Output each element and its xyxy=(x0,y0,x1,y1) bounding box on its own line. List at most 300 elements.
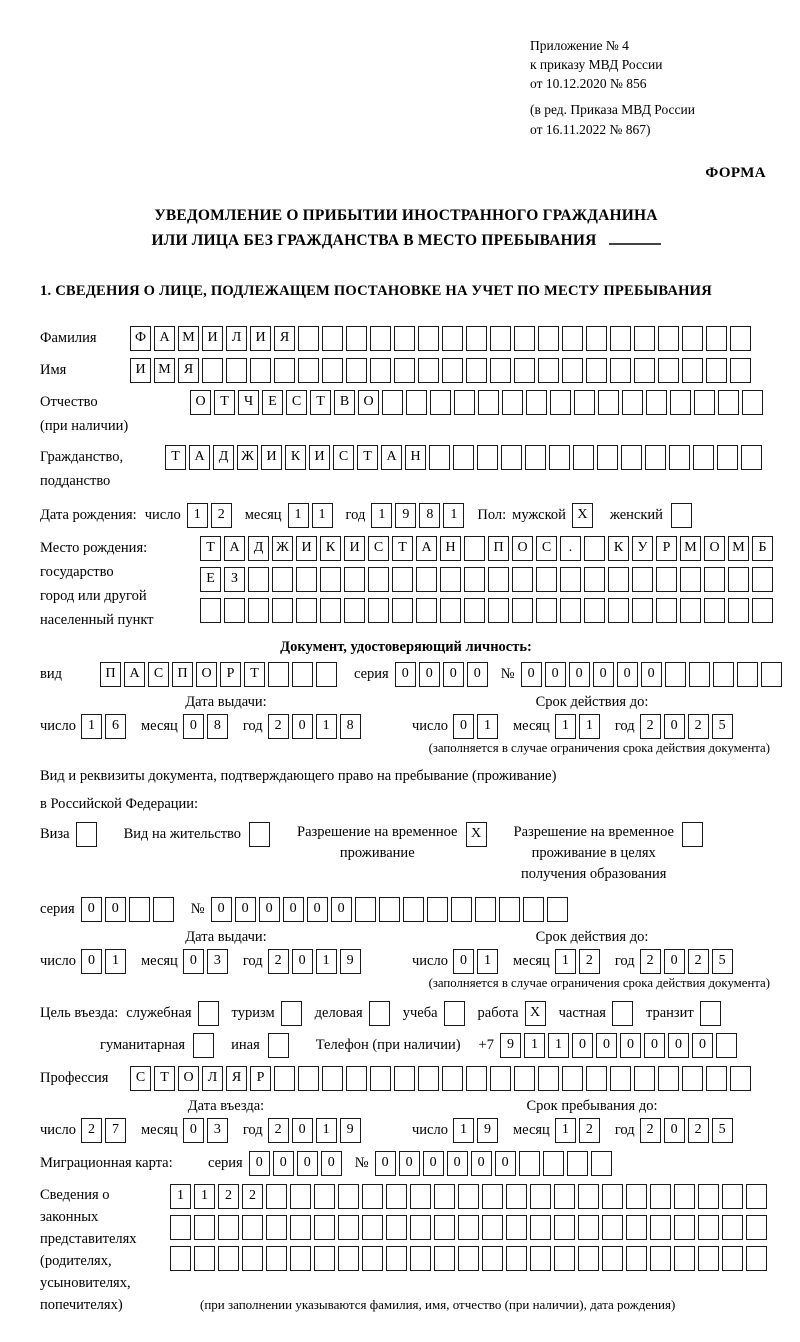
char-cell[interactable] xyxy=(706,1066,727,1091)
identity-valid-day[interactable] xyxy=(453,714,501,739)
char-cell[interactable]: 0 xyxy=(183,949,204,974)
char-cell[interactable]: 2 xyxy=(579,1118,600,1143)
char-cell[interactable] xyxy=(266,1184,287,1209)
char-cell[interactable]: С xyxy=(148,662,169,687)
char-cell[interactable] xyxy=(434,1215,455,1240)
stay-year[interactable] xyxy=(640,1118,736,1143)
char-cell[interactable]: П xyxy=(100,662,121,687)
char-cell[interactable] xyxy=(193,1033,214,1058)
char-cell[interactable]: М xyxy=(728,536,749,561)
char-cell[interactable] xyxy=(296,567,317,592)
char-cell[interactable] xyxy=(761,662,782,687)
char-cell[interactable]: П xyxy=(488,536,509,561)
char-cell[interactable]: Я xyxy=(226,1066,247,1091)
char-cell[interactable] xyxy=(665,662,686,687)
char-cell[interactable] xyxy=(153,897,174,922)
char-cell[interactable] xyxy=(198,1001,219,1026)
char-cell[interactable] xyxy=(730,326,751,351)
char-cell[interactable] xyxy=(722,1246,743,1271)
char-cell[interactable] xyxy=(440,598,461,623)
char-cell[interactable] xyxy=(632,598,653,623)
char-cell[interactable] xyxy=(562,358,583,383)
char-cell[interactable] xyxy=(584,598,605,623)
char-cell[interactable] xyxy=(248,567,269,592)
char-cell[interactable]: 2 xyxy=(688,1118,709,1143)
char-cell[interactable] xyxy=(514,1066,535,1091)
char-cell[interactable] xyxy=(490,1066,511,1091)
char-cell[interactable] xyxy=(586,358,607,383)
char-cell[interactable]: 0 xyxy=(211,897,232,922)
char-cell[interactable]: Ф xyxy=(130,326,151,351)
identity-valid-year[interactable] xyxy=(640,714,736,739)
char-cell[interactable] xyxy=(320,598,341,623)
char-cell[interactable] xyxy=(430,390,451,415)
char-cell[interactable] xyxy=(610,326,631,351)
char-cell[interactable] xyxy=(722,1215,743,1240)
char-cell[interactable]: 0 xyxy=(292,949,313,974)
char-cell[interactable]: С xyxy=(333,445,354,470)
char-cell[interactable] xyxy=(296,598,317,623)
char-cell[interactable]: Е xyxy=(200,567,221,592)
char-cell[interactable] xyxy=(129,897,150,922)
representatives-row2[interactable] xyxy=(170,1215,770,1240)
char-cell[interactable] xyxy=(674,1215,695,1240)
char-cell[interactable] xyxy=(562,326,583,351)
char-cell[interactable]: 1 xyxy=(312,503,333,528)
char-cell[interactable]: А xyxy=(124,662,145,687)
char-cell[interactable]: 1 xyxy=(579,714,600,739)
sluzhebnaya-checkbox[interactable] xyxy=(198,1001,222,1026)
char-cell[interactable]: . xyxy=(560,536,581,561)
char-cell[interactable]: 2 xyxy=(242,1184,263,1209)
char-cell[interactable] xyxy=(200,598,221,623)
residence-valid-day[interactable] xyxy=(453,949,501,974)
stay-day[interactable] xyxy=(453,1118,501,1143)
char-cell[interactable] xyxy=(549,445,570,470)
char-cell[interactable] xyxy=(523,897,544,922)
char-cell[interactable]: А xyxy=(381,445,402,470)
stay-month[interactable] xyxy=(555,1118,603,1143)
char-cell[interactable] xyxy=(622,390,643,415)
char-cell[interactable] xyxy=(386,1246,407,1271)
char-cell[interactable] xyxy=(598,390,619,415)
char-cell[interactable] xyxy=(466,358,487,383)
char-cell[interactable]: Т xyxy=(357,445,378,470)
char-cell[interactable]: М xyxy=(680,536,701,561)
char-cell[interactable]: 2 xyxy=(640,714,661,739)
char-cell[interactable]: 0 xyxy=(81,949,102,974)
char-cell[interactable] xyxy=(410,1215,431,1240)
char-cell[interactable]: О xyxy=(704,536,725,561)
char-cell[interactable] xyxy=(392,567,413,592)
char-cell[interactable] xyxy=(597,445,618,470)
char-cell[interactable] xyxy=(266,1215,287,1240)
representatives-row1[interactable] xyxy=(170,1184,770,1209)
char-cell[interactable]: И xyxy=(250,326,271,351)
char-cell[interactable]: О xyxy=(196,662,217,687)
char-cell[interactable] xyxy=(656,598,677,623)
char-cell[interactable]: 1 xyxy=(187,503,208,528)
char-cell[interactable] xyxy=(418,326,439,351)
char-cell[interactable]: 0 xyxy=(572,1033,593,1058)
char-cell[interactable] xyxy=(682,358,703,383)
char-cell[interactable]: 2 xyxy=(268,949,289,974)
char-cell[interactable]: О xyxy=(190,390,211,415)
char-cell[interactable] xyxy=(698,1246,719,1271)
char-cell[interactable]: 0 xyxy=(235,897,256,922)
char-cell[interactable] xyxy=(298,358,319,383)
char-cell[interactable]: 0 xyxy=(617,662,638,687)
char-cell[interactable] xyxy=(682,822,703,847)
char-cell[interactable] xyxy=(281,1001,302,1026)
char-cell[interactable] xyxy=(250,358,271,383)
char-cell[interactable]: Я xyxy=(274,326,295,351)
char-cell[interactable]: 3 xyxy=(207,1118,228,1143)
char-cell[interactable] xyxy=(752,598,773,623)
char-cell[interactable] xyxy=(218,1246,239,1271)
char-cell[interactable]: А xyxy=(416,536,437,561)
char-cell[interactable]: У xyxy=(632,536,653,561)
char-cell[interactable] xyxy=(442,326,463,351)
char-cell[interactable]: К xyxy=(320,536,341,561)
char-cell[interactable]: 0 xyxy=(664,949,685,974)
char-cell[interactable]: 2 xyxy=(211,503,232,528)
char-cell[interactable] xyxy=(706,358,727,383)
char-cell[interactable]: 0 xyxy=(419,662,440,687)
char-cell[interactable] xyxy=(416,598,437,623)
char-cell[interactable]: К xyxy=(608,536,629,561)
char-cell[interactable] xyxy=(442,358,463,383)
char-cell[interactable] xyxy=(444,1001,465,1026)
char-cell[interactable] xyxy=(488,598,509,623)
char-cell[interactable] xyxy=(298,1066,319,1091)
char-cell[interactable] xyxy=(344,567,365,592)
char-cell[interactable] xyxy=(292,662,313,687)
char-cell[interactable]: Я xyxy=(178,358,199,383)
char-cell[interactable] xyxy=(634,1066,655,1091)
char-cell[interactable] xyxy=(658,326,679,351)
char-cell[interactable] xyxy=(543,1151,564,1176)
char-cell[interactable] xyxy=(298,326,319,351)
temp-residence-checkbox[interactable] xyxy=(466,822,490,847)
birth-place-row2[interactable] xyxy=(200,567,776,592)
char-cell[interactable]: И xyxy=(309,445,330,470)
char-cell[interactable]: 2 xyxy=(218,1184,239,1209)
char-cell[interactable] xyxy=(506,1246,527,1271)
char-cell[interactable]: 0 xyxy=(423,1151,444,1176)
char-cell[interactable] xyxy=(76,822,97,847)
char-cell[interactable] xyxy=(658,1066,679,1091)
char-cell[interactable]: 0 xyxy=(664,1118,685,1143)
char-cell[interactable]: 2 xyxy=(268,714,289,739)
char-cell[interactable]: 0 xyxy=(569,662,590,687)
char-cell[interactable]: 1 xyxy=(105,949,126,974)
char-cell[interactable]: Ж xyxy=(272,536,293,561)
char-cell[interactable] xyxy=(242,1246,263,1271)
char-cell[interactable]: Ж xyxy=(237,445,258,470)
char-cell[interactable]: X xyxy=(466,822,487,847)
char-cell[interactable] xyxy=(458,1246,479,1271)
char-cell[interactable] xyxy=(370,358,391,383)
char-cell[interactable]: Д xyxy=(213,445,234,470)
char-cell[interactable]: 0 xyxy=(395,662,416,687)
surname-boxes[interactable] xyxy=(130,326,754,351)
char-cell[interactable] xyxy=(650,1246,671,1271)
birth-day-boxes[interactable] xyxy=(187,503,235,528)
char-cell[interactable] xyxy=(612,1001,633,1026)
char-cell[interactable]: А xyxy=(189,445,210,470)
char-cell[interactable] xyxy=(386,1184,407,1209)
char-cell[interactable] xyxy=(170,1215,191,1240)
char-cell[interactable] xyxy=(626,1246,647,1271)
char-cell[interactable] xyxy=(410,1246,431,1271)
char-cell[interactable]: Т xyxy=(154,1066,175,1091)
char-cell[interactable] xyxy=(490,326,511,351)
chastnaya-checkbox[interactable] xyxy=(612,1001,636,1026)
char-cell[interactable] xyxy=(454,390,475,415)
residence-permit-checkbox[interactable] xyxy=(249,822,273,847)
char-cell[interactable] xyxy=(501,445,522,470)
char-cell[interactable] xyxy=(538,358,559,383)
char-cell[interactable]: 1 xyxy=(524,1033,545,1058)
birth-year-boxes[interactable] xyxy=(371,503,467,528)
char-cell[interactable] xyxy=(322,358,343,383)
char-cell[interactable] xyxy=(573,445,594,470)
char-cell[interactable]: Б xyxy=(752,536,773,561)
char-cell[interactable] xyxy=(416,567,437,592)
residence-valid-month[interactable] xyxy=(555,949,603,974)
char-cell[interactable] xyxy=(202,358,223,383)
char-cell[interactable]: Р xyxy=(656,536,677,561)
char-cell[interactable] xyxy=(693,445,714,470)
inaya-checkbox[interactable] xyxy=(268,1033,292,1058)
char-cell[interactable] xyxy=(650,1215,671,1240)
residence-issue-year[interactable] xyxy=(268,949,364,974)
char-cell[interactable]: 0 xyxy=(545,662,566,687)
char-cell[interactable] xyxy=(224,598,245,623)
char-cell[interactable]: 5 xyxy=(712,714,733,739)
char-cell[interactable]: 7 xyxy=(105,1118,126,1143)
char-cell[interactable] xyxy=(650,1184,671,1209)
char-cell[interactable] xyxy=(602,1184,623,1209)
char-cell[interactable] xyxy=(458,1215,479,1240)
birth-month-boxes[interactable] xyxy=(288,503,336,528)
char-cell[interactable] xyxy=(713,662,734,687)
char-cell[interactable] xyxy=(704,567,725,592)
rabota-checkbox[interactable] xyxy=(525,1001,549,1026)
residence-seriya-boxes[interactable] xyxy=(81,897,177,922)
char-cell[interactable] xyxy=(656,567,677,592)
char-cell[interactable] xyxy=(379,897,400,922)
char-cell[interactable]: А xyxy=(154,326,175,351)
char-cell[interactable]: 2 xyxy=(81,1118,102,1143)
char-cell[interactable] xyxy=(362,1184,383,1209)
char-cell[interactable]: Д xyxy=(248,536,269,561)
char-cell[interactable]: И xyxy=(202,326,223,351)
char-cell[interactable] xyxy=(226,358,247,383)
char-cell[interactable] xyxy=(369,1001,390,1026)
char-cell[interactable]: 0 xyxy=(283,897,304,922)
char-cell[interactable]: 6 xyxy=(105,714,126,739)
char-cell[interactable]: Р xyxy=(220,662,241,687)
char-cell[interactable] xyxy=(728,598,749,623)
char-cell[interactable] xyxy=(741,445,762,470)
char-cell[interactable] xyxy=(314,1215,335,1240)
char-cell[interactable]: 2 xyxy=(268,1118,289,1143)
char-cell[interactable] xyxy=(742,390,763,415)
char-cell[interactable]: С xyxy=(536,536,557,561)
char-cell[interactable] xyxy=(490,358,511,383)
char-cell[interactable]: З xyxy=(224,567,245,592)
char-cell[interactable] xyxy=(567,1151,588,1176)
char-cell[interactable]: 2 xyxy=(640,1118,661,1143)
char-cell[interactable] xyxy=(394,326,415,351)
char-cell[interactable]: Н xyxy=(405,445,426,470)
char-cell[interactable] xyxy=(268,1033,289,1058)
char-cell[interactable]: Т xyxy=(165,445,186,470)
char-cell[interactable]: 0 xyxy=(593,662,614,687)
char-cell[interactable] xyxy=(538,326,559,351)
char-cell[interactable] xyxy=(272,567,293,592)
char-cell[interactable] xyxy=(674,1246,695,1271)
char-cell[interactable] xyxy=(338,1215,359,1240)
char-cell[interactable]: К xyxy=(285,445,306,470)
char-cell[interactable] xyxy=(488,567,509,592)
char-cell[interactable] xyxy=(434,1184,455,1209)
char-cell[interactable]: 2 xyxy=(579,949,600,974)
char-cell[interactable]: 0 xyxy=(644,1033,665,1058)
char-cell[interactable]: 9 xyxy=(340,1118,361,1143)
char-cell[interactable]: 5 xyxy=(712,949,733,974)
char-cell[interactable] xyxy=(704,598,725,623)
char-cell[interactable] xyxy=(626,1184,647,1209)
char-cell[interactable] xyxy=(427,897,448,922)
migration-number-boxes[interactable] xyxy=(375,1151,615,1176)
char-cell[interactable] xyxy=(464,598,485,623)
identity-issue-month[interactable] xyxy=(183,714,231,739)
char-cell[interactable] xyxy=(368,567,389,592)
char-cell[interactable] xyxy=(458,1184,479,1209)
char-cell[interactable] xyxy=(621,445,642,470)
char-cell[interactable] xyxy=(338,1184,359,1209)
char-cell[interactable]: 8 xyxy=(207,714,228,739)
char-cell[interactable] xyxy=(320,567,341,592)
char-cell[interactable] xyxy=(482,1246,503,1271)
char-cell[interactable] xyxy=(440,567,461,592)
char-cell[interactable]: 1 xyxy=(555,1118,576,1143)
char-cell[interactable] xyxy=(499,897,520,922)
char-cell[interactable]: 1 xyxy=(81,714,102,739)
char-cell[interactable]: 0 xyxy=(321,1151,342,1176)
char-cell[interactable]: 0 xyxy=(596,1033,617,1058)
char-cell[interactable]: И xyxy=(130,358,151,383)
char-cell[interactable] xyxy=(316,662,337,687)
char-cell[interactable] xyxy=(591,1151,612,1176)
tranzit-checkbox[interactable] xyxy=(700,1001,724,1026)
char-cell[interactable] xyxy=(218,1215,239,1240)
char-cell[interactable] xyxy=(698,1184,719,1209)
char-cell[interactable] xyxy=(362,1215,383,1240)
char-cell[interactable] xyxy=(344,598,365,623)
char-cell[interactable] xyxy=(608,598,629,623)
char-cell[interactable] xyxy=(586,1066,607,1091)
phone-boxes[interactable] xyxy=(500,1033,740,1058)
char-cell[interactable] xyxy=(464,536,485,561)
doc-kind-boxes[interactable] xyxy=(100,662,340,687)
char-cell[interactable]: 8 xyxy=(419,503,440,528)
residence-number-boxes[interactable] xyxy=(211,897,571,922)
char-cell[interactable]: 0 xyxy=(249,1151,270,1176)
char-cell[interactable] xyxy=(434,1246,455,1271)
entry-month[interactable] xyxy=(183,1118,231,1143)
char-cell[interactable]: И xyxy=(344,536,365,561)
char-cell[interactable] xyxy=(322,1066,343,1091)
migration-seriya-boxes[interactable] xyxy=(249,1151,345,1176)
char-cell[interactable] xyxy=(477,445,498,470)
char-cell[interactable] xyxy=(368,598,389,623)
char-cell[interactable]: 2 xyxy=(640,949,661,974)
char-cell[interactable] xyxy=(410,1184,431,1209)
char-cell[interactable]: 1 xyxy=(443,503,464,528)
char-cell[interactable] xyxy=(272,598,293,623)
char-cell[interactable] xyxy=(730,358,751,383)
char-cell[interactable] xyxy=(482,1215,503,1240)
char-cell[interactable]: 0 xyxy=(273,1151,294,1176)
char-cell[interactable] xyxy=(429,445,450,470)
char-cell[interactable]: Л xyxy=(226,326,247,351)
profession-boxes[interactable] xyxy=(130,1066,754,1091)
char-cell[interactable] xyxy=(716,1033,737,1058)
entry-year[interactable] xyxy=(268,1118,364,1143)
char-cell[interactable] xyxy=(370,1066,391,1091)
char-cell[interactable] xyxy=(526,390,547,415)
char-cell[interactable] xyxy=(418,358,439,383)
char-cell[interactable]: Т xyxy=(214,390,235,415)
char-cell[interactable] xyxy=(314,1184,335,1209)
char-cell[interactable] xyxy=(536,598,557,623)
char-cell[interactable] xyxy=(525,445,546,470)
char-cell[interactable] xyxy=(453,445,474,470)
identity-issue-year[interactable] xyxy=(268,714,364,739)
char-cell[interactable] xyxy=(602,1246,623,1271)
char-cell[interactable]: 0 xyxy=(81,897,102,922)
char-cell[interactable] xyxy=(530,1215,551,1240)
char-cell[interactable]: А xyxy=(224,536,245,561)
char-cell[interactable]: 2 xyxy=(688,714,709,739)
char-cell[interactable] xyxy=(386,1215,407,1240)
char-cell[interactable] xyxy=(506,1215,527,1240)
char-cell[interactable]: Ч xyxy=(238,390,259,415)
char-cell[interactable]: 0 xyxy=(307,897,328,922)
visa-checkbox[interactable] xyxy=(76,822,100,847)
char-cell[interactable] xyxy=(752,567,773,592)
char-cell[interactable] xyxy=(554,1184,575,1209)
char-cell[interactable]: М xyxy=(178,326,199,351)
sex-female-checkbox[interactable] xyxy=(671,503,695,528)
char-cell[interactable]: Т xyxy=(244,662,265,687)
char-cell[interactable] xyxy=(194,1215,215,1240)
char-cell[interactable]: 0 xyxy=(495,1151,516,1176)
char-cell[interactable] xyxy=(602,1215,623,1240)
char-cell[interactable]: Е xyxy=(262,390,283,415)
char-cell[interactable] xyxy=(680,567,701,592)
char-cell[interactable] xyxy=(634,326,655,351)
char-cell[interactable] xyxy=(658,358,679,383)
char-cell[interactable] xyxy=(610,1066,631,1091)
char-cell[interactable]: 1 xyxy=(316,1118,337,1143)
doc-number-boxes[interactable] xyxy=(521,662,785,687)
ucheba-checkbox[interactable] xyxy=(444,1001,468,1026)
